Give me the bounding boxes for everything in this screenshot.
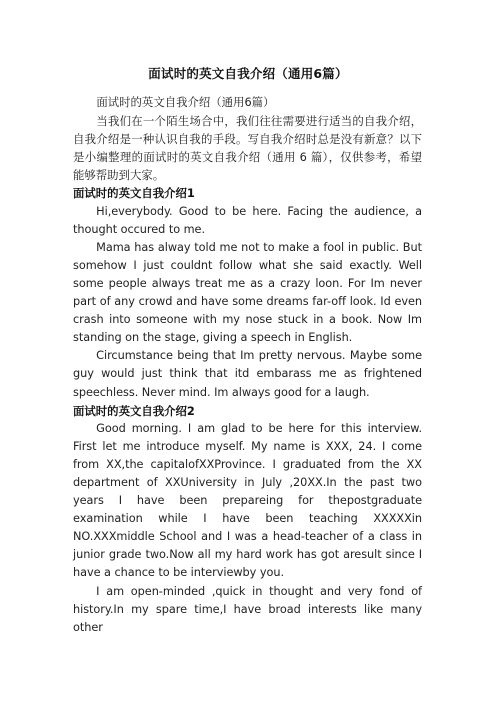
section-2-paragraph-2: I am open-minded ,quick in thought and very fond of history.In my spare time,I have broad interests like many other bbox=[73, 584, 422, 634]
document-body bbox=[73, 93, 422, 637]
section-2-paragraph-1: Good morning. I am glad to be here for this interview. First let me introduce myself. My name is XXX, 24. I come from XX,the capitalofXXProvince. I graduated from the XX department of XXUniversity in July ,20XX.In the past two years I have been prepareing for thepostgraduate examination while I have been teaching XXXXXin NO.XXXmiddle School and I was a head-teacher of a class in junior grade two.Now all my hard work has got aresult since I have a chance to be interviewby you. bbox=[73, 421, 422, 580]
section-1-paragraph-1: Hi,everybody. Good to be here. Facing the audience, a thought occured to me. bbox=[73, 204, 422, 236]
intro-paragraph: 当我们在一个陌生场合中，我们往往需要进行适当的自我介绍，自我介绍是一种认识自我的手段。写自我介绍时总是没有新意？以下是小编整理的面试时的英文自我介绍（通用 6 篇），仅供参考，希望能够帮助到大家。 bbox=[73, 114, 422, 183]
document-subtitle: 面试时的英文自我介绍（通用6篇） bbox=[96, 95, 275, 109]
section-1-paragraph-3: Circumstance being that Im pretty nervous. Maybe some guy would just think that itd embarass me as frightened speechless. Never mind. Im always good for a laugh. bbox=[73, 349, 422, 399]
section-heading-2: 面试时的英文自我介绍2 bbox=[73, 403, 195, 418]
section-heading-1: 面试时的英文自我介绍1 bbox=[73, 186, 195, 201]
section-1-paragraph-2: Mama has alway told me not to make a fool in public. But somehow I just couldnt follow what she said exactly. Well some people always treat me as a crazy loon. For Im never part of any crowd and have some dreams far-off look. Id even crash into someone with my nose stuck in a book. Now Im standing on the stage, giving a speech in English. bbox=[73, 240, 422, 345]
document-title: 面试时的英文自我介绍（通用6篇） bbox=[148, 66, 348, 81]
